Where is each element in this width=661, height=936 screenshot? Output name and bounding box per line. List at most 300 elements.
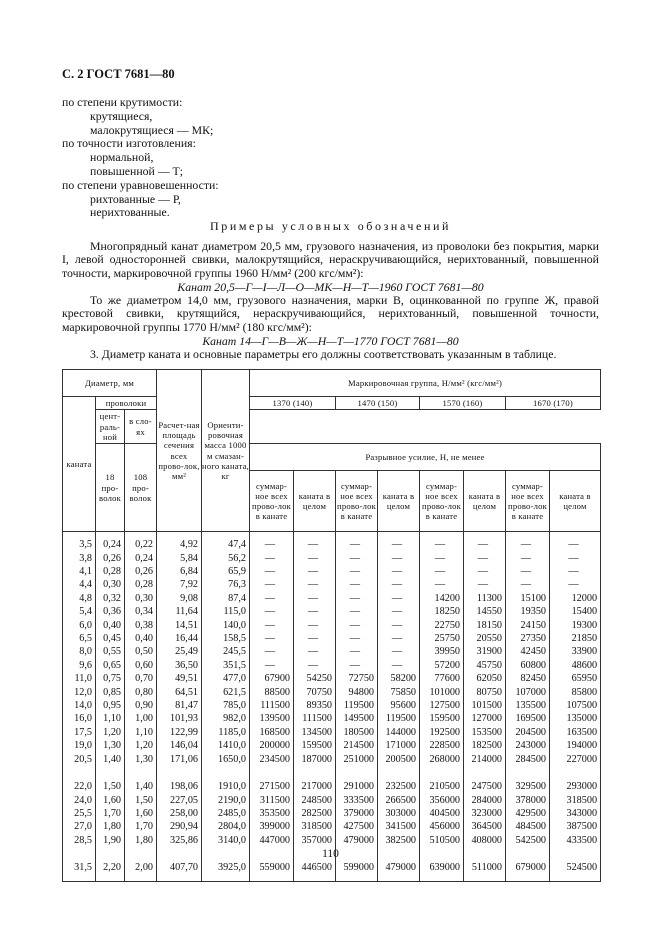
- table-cell: 19350: [506, 605, 550, 618]
- table-cell: 234500: [250, 753, 294, 766]
- table-cell: —: [250, 632, 294, 645]
- table-cell: 115,0: [202, 605, 250, 618]
- table-cell: 80750: [464, 686, 506, 699]
- table-cell: 364500: [464, 820, 506, 833]
- table-cell: 427500: [336, 820, 378, 833]
- header-diameter: Диаметр, мм: [63, 370, 157, 397]
- table-cell: 65950: [550, 672, 601, 685]
- table-cell: 214500: [336, 739, 378, 752]
- table-cell: —: [506, 578, 550, 591]
- table-row: [63, 712, 601, 725]
- table-row: [63, 753, 601, 766]
- table-cell: —: [464, 565, 506, 578]
- table-cell: 187000: [294, 753, 336, 766]
- table-cell: 2804,0: [202, 820, 250, 833]
- table-cell: —: [378, 565, 420, 578]
- table-cell: 182500: [464, 739, 506, 752]
- table-cell: 343000: [550, 807, 601, 820]
- table-row: [63, 565, 601, 578]
- table-row: [63, 794, 601, 807]
- table-cell: 17,5: [63, 726, 96, 739]
- table-cell: 245,5: [202, 645, 250, 658]
- table-cell: 24150: [506, 619, 550, 632]
- table-cell: —: [250, 565, 294, 578]
- grade-1670: 1670 (170): [506, 397, 601, 410]
- classification-line: рихтованные — Р,: [90, 191, 181, 206]
- table-cell: —: [336, 632, 378, 645]
- table-cell: 0,38: [125, 619, 157, 632]
- table-cell: 11300: [464, 592, 506, 605]
- table-cell: 1,70: [125, 820, 157, 833]
- table-cell: 1,90: [96, 834, 125, 847]
- table-cell: 111500: [250, 699, 294, 712]
- table-cell: 333500: [336, 794, 378, 807]
- header-sum-all-wires: суммар-ное всех прово-лок в канате: [506, 471, 550, 532]
- table-cell: 64,51: [157, 686, 202, 699]
- table-cell: 325,86: [157, 834, 202, 847]
- table-cell: 1,30: [96, 739, 125, 752]
- table-cell: —: [250, 619, 294, 632]
- table-cell: —: [336, 578, 378, 591]
- table-body: [63, 532, 601, 881]
- table-cell: 169500: [506, 712, 550, 725]
- table-cell: 382500: [378, 834, 420, 847]
- table-row: [63, 619, 601, 632]
- example-1-paragraph: Многопрядный канат диаметром 20,5 мм, грузового назначения, из проволоки без покрытия, марки I, левой односторонней свивки, малокрутящийся, нераскручивающийся, нерихтованный, повышенной точности, маркировочной группы 1960 Н/мм² (200 кгс/мм²):: [62, 239, 599, 280]
- table-cell: 599000: [336, 861, 378, 874]
- table-cell: 2485,0: [202, 807, 250, 820]
- table-cell: —: [506, 538, 550, 551]
- table-cell: —: [378, 578, 420, 591]
- table-cell: —: [250, 552, 294, 565]
- table-cell: 433500: [550, 834, 601, 847]
- table-cell: 323000: [464, 807, 506, 820]
- table-row: [63, 538, 601, 551]
- table-cell: 282500: [294, 807, 336, 820]
- table-cell: —: [550, 565, 601, 578]
- header-sum-all-wires: суммар-ное всех прово-лок в канате: [420, 471, 464, 532]
- table-cell: 139500: [250, 712, 294, 725]
- table-cell: 479000: [336, 834, 378, 847]
- table-cell: 982,0: [202, 712, 250, 725]
- table-cell: 3,8: [63, 552, 96, 565]
- table-cell: —: [378, 605, 420, 618]
- table-cell: 9,08: [157, 592, 202, 605]
- table-cell: 200500: [378, 753, 420, 766]
- table-cell: 1185,0: [202, 726, 250, 739]
- table-cell: 293000: [550, 780, 601, 793]
- table-cell: 22,0: [63, 780, 96, 793]
- table-cell: 65,9: [202, 565, 250, 578]
- header-rope-whole: каната в целом: [464, 471, 506, 532]
- header-grade: Маркировочная группа, Н/мм² (кгс/мм²): [250, 370, 601, 397]
- table-cell: —: [420, 538, 464, 551]
- table-cell: 227,05: [157, 794, 202, 807]
- table-cell: 60800: [506, 659, 550, 672]
- table-cell: 89350: [294, 699, 336, 712]
- table-cell: 25,5: [63, 807, 96, 820]
- table-cell: 15100: [506, 592, 550, 605]
- table-cell: 94800: [336, 686, 378, 699]
- table-cell: 14200: [420, 592, 464, 605]
- table-cell: 198,06: [157, 780, 202, 793]
- table-cell: 232500: [378, 780, 420, 793]
- table-cell: 19300: [550, 619, 601, 632]
- table-cell: 0,22: [125, 538, 157, 551]
- classification-line: нерихтованные.: [90, 205, 170, 220]
- table-cell: 4,1: [63, 565, 96, 578]
- header-rope-whole: каната в целом: [378, 471, 420, 532]
- table-cell: 1,80: [96, 820, 125, 833]
- table-cell: 271500: [250, 780, 294, 793]
- table-cell: 429500: [506, 807, 550, 820]
- table-cell: —: [420, 552, 464, 565]
- table-cell: 387500: [550, 820, 601, 833]
- table-cell: 49,51: [157, 672, 202, 685]
- table-cell: 227000: [550, 753, 601, 766]
- table-cell: 101,93: [157, 712, 202, 725]
- table-cell: 559000: [250, 861, 294, 874]
- table-cell: —: [506, 552, 550, 565]
- header-rope: каната: [63, 397, 96, 532]
- table-cell: 3925,0: [202, 861, 250, 874]
- table-cell: 3140,0: [202, 834, 250, 847]
- table-cell: 27,0: [63, 820, 96, 833]
- table-cell: 58200: [378, 672, 420, 685]
- table-cell: 12,0: [63, 686, 96, 699]
- table-cell: 0,90: [125, 699, 157, 712]
- table-row: [63, 861, 601, 874]
- classification-line: малокрутящиеся — МК;: [90, 122, 214, 137]
- table-cell: 1,30: [125, 753, 157, 766]
- table-cell: 284500: [506, 753, 550, 766]
- table-cell: 0,36: [96, 605, 125, 618]
- table-cell: 290,94: [157, 820, 202, 833]
- table-cell: 72750: [336, 672, 378, 685]
- table-cell: —: [378, 632, 420, 645]
- table-cell: 15400: [550, 605, 601, 618]
- table-cell: —: [378, 645, 420, 658]
- table-cell: 0,28: [96, 565, 125, 578]
- table-cell: 48600: [550, 659, 601, 672]
- table-cell: 204500: [506, 726, 550, 739]
- table-cell: 57200: [420, 659, 464, 672]
- table-cell: 1,70: [96, 807, 125, 820]
- table-cell: 11,0: [63, 672, 96, 685]
- table-row: [63, 632, 601, 645]
- clause-3: [62, 348, 599, 361]
- table-cell: 1,40: [96, 753, 125, 766]
- table-cell: 311500: [250, 794, 294, 807]
- header-wire: проволоки: [96, 397, 157, 410]
- table-cell: 6,84: [157, 565, 202, 578]
- table-cell: —: [550, 552, 601, 565]
- table-cell: 6,0: [63, 619, 96, 632]
- table-cell: 1410,0: [202, 739, 250, 752]
- table-cell: —: [250, 605, 294, 618]
- table-cell: 210500: [420, 780, 464, 793]
- table-cell: 217000: [294, 780, 336, 793]
- table-row: [63, 807, 601, 820]
- examples-heading: Примеры условных обозначений: [209, 219, 452, 233]
- table-cell: 180500: [336, 726, 378, 739]
- table-cell: 88500: [250, 686, 294, 699]
- table-cell: —: [550, 578, 601, 591]
- table-cell: 0,34: [125, 605, 157, 618]
- table-cell: 8,0: [63, 645, 96, 658]
- table-cell: 16,0: [63, 712, 96, 725]
- example-2-designation: Канат 14—Г—В—Ж—Н—Т—1770 ГОСТ 7681—80: [202, 334, 459, 348]
- table-cell: —: [378, 619, 420, 632]
- table-cell: 4,8: [63, 592, 96, 605]
- table-cell: 82450: [506, 672, 550, 685]
- table-row: [63, 780, 601, 793]
- table-cell: 456000: [420, 820, 464, 833]
- table-cell: 111500: [294, 712, 336, 725]
- table-cell: —: [250, 538, 294, 551]
- table-cell: —: [294, 645, 336, 658]
- header-layers: в сло-ях: [125, 410, 157, 444]
- table-cell: 31,5: [63, 861, 96, 874]
- table-cell: —: [294, 538, 336, 551]
- table-cell: 0,24: [96, 538, 125, 551]
- table-cell: —: [250, 645, 294, 658]
- table-cell: 2190,0: [202, 794, 250, 807]
- table-cell: —: [294, 632, 336, 645]
- table-cell: 1650,0: [202, 753, 250, 766]
- table-cell: 11,64: [157, 605, 202, 618]
- table-row: [63, 578, 601, 591]
- table-cell: 31900: [464, 645, 506, 658]
- table-cell: 542500: [506, 834, 550, 847]
- table-cell: 357000: [294, 834, 336, 847]
- table-cell: 14,0: [63, 699, 96, 712]
- table-cell: 18250: [420, 605, 464, 618]
- table-cell: 171000: [378, 739, 420, 752]
- table-cell: 25,49: [157, 645, 202, 658]
- table-cell: 510500: [420, 834, 464, 847]
- page-number: 110: [322, 848, 339, 860]
- table-cell: 194000: [550, 739, 601, 752]
- table-cell: 1,40: [125, 780, 157, 793]
- table-cell: —: [550, 538, 601, 551]
- table-cell: 284000: [464, 794, 506, 807]
- grade-1570: 1570 (160): [420, 397, 506, 410]
- table-cell: —: [336, 605, 378, 618]
- table-cell: 56,2: [202, 552, 250, 565]
- table-cell: 21850: [550, 632, 601, 645]
- table-cell: —: [464, 538, 506, 551]
- table-cell: 0,95: [96, 699, 125, 712]
- table-cell: 477,0: [202, 672, 250, 685]
- table-cell: 258,00: [157, 807, 202, 820]
- table-cell: 18150: [464, 619, 506, 632]
- table-cell: 243000: [506, 739, 550, 752]
- table-cell: —: [420, 565, 464, 578]
- table-cell: 318500: [294, 820, 336, 833]
- table-cell: 0,75: [96, 672, 125, 685]
- example-1-designation: Канат 20,5—Г—I—Л—О—МК—Н—Т—1960 ГОСТ 7681—80: [177, 280, 484, 294]
- example-1-text: [62, 240, 599, 280]
- table-cell: 446500: [294, 861, 336, 874]
- classification-line: нормальной,: [90, 150, 154, 165]
- table-cell: —: [336, 592, 378, 605]
- table-cell: 24,0: [63, 794, 96, 807]
- table-cell: 247500: [464, 780, 506, 793]
- table-cell: 1,50: [125, 794, 157, 807]
- table-cell: 251000: [336, 753, 378, 766]
- table-cell: —: [294, 578, 336, 591]
- table-row: [63, 605, 601, 618]
- table-cell: 524500: [550, 861, 601, 874]
- example-2-text: [62, 294, 599, 334]
- table-cell: 621,5: [202, 686, 250, 699]
- classification-line: по точности изготовления:: [62, 136, 196, 151]
- table-cell: 0,26: [96, 552, 125, 565]
- table-cell: 378000: [506, 794, 550, 807]
- table-cell: 0,45: [96, 632, 125, 645]
- table-cell: —: [250, 659, 294, 672]
- table-cell: 0,24: [125, 552, 157, 565]
- table-cell: 76,3: [202, 578, 250, 591]
- table-cell: —: [464, 578, 506, 591]
- table-cell: —: [250, 592, 294, 605]
- table-cell: —: [294, 565, 336, 578]
- header-18-wires: 18 про-волок: [96, 444, 125, 532]
- table-cell: 122,99: [157, 726, 202, 739]
- table-cell: 407,70: [157, 861, 202, 874]
- table-cell: —: [250, 578, 294, 591]
- table-cell: 0,50: [125, 645, 157, 658]
- table-cell: 268000: [420, 753, 464, 766]
- table-cell: 484500: [506, 820, 550, 833]
- table-cell: 0,40: [96, 619, 125, 632]
- table-cell: 119500: [336, 699, 378, 712]
- table-cell: 0,30: [96, 578, 125, 591]
- table-cell: 127000: [464, 712, 506, 725]
- table-cell: 67900: [250, 672, 294, 685]
- table-cell: 77600: [420, 672, 464, 685]
- table-cell: —: [378, 659, 420, 672]
- table-cell: 45750: [464, 659, 506, 672]
- table-cell: 0,85: [96, 686, 125, 699]
- table-cell: —: [336, 645, 378, 658]
- table-row: [63, 645, 601, 658]
- table-cell: 14550: [464, 605, 506, 618]
- table-cell: 318500: [550, 794, 601, 807]
- table-cell: 399000: [250, 820, 294, 833]
- table-cell: 4,92: [157, 538, 202, 551]
- table-cell: 447000: [250, 834, 294, 847]
- table-cell: 0,80: [125, 686, 157, 699]
- table-cell: 0,55: [96, 645, 125, 658]
- table-cell: 95600: [378, 699, 420, 712]
- classification-list: [62, 96, 602, 220]
- table-cell: —: [378, 552, 420, 565]
- table-cell: 134500: [294, 726, 336, 739]
- header-mass: Ориенти-ровочная масса 1000 м смазан-ного каната, кг: [202, 370, 250, 532]
- table-cell: —: [294, 592, 336, 605]
- table-cell: 140,0: [202, 619, 250, 632]
- table-row: [63, 552, 601, 565]
- table-row: [63, 592, 601, 605]
- table-cell: —: [294, 552, 336, 565]
- table-cell: 404500: [420, 807, 464, 820]
- table-cell: 0,30: [125, 592, 157, 605]
- table-cell: 408000: [464, 834, 506, 847]
- table-cell: —: [378, 592, 420, 605]
- table-cell: 107000: [506, 686, 550, 699]
- table-cell: 785,0: [202, 699, 250, 712]
- table-cell: 127500: [420, 699, 464, 712]
- table-cell: 70750: [294, 686, 336, 699]
- table-cell: —: [336, 552, 378, 565]
- table-cell: 1,60: [96, 794, 125, 807]
- grade-1470: 1470 (150): [336, 397, 420, 410]
- table-cell: 511000: [464, 861, 506, 874]
- table-cell: 341500: [378, 820, 420, 833]
- table-cell: 353500: [250, 807, 294, 820]
- table-cell: 47,4: [202, 538, 250, 551]
- table-cell: 28,5: [63, 834, 96, 847]
- table-row: [63, 699, 601, 712]
- table-cell: 153500: [464, 726, 506, 739]
- table-cell: 0,32: [96, 592, 125, 605]
- table-cell: 4,4: [63, 578, 96, 591]
- table-cell: 12000: [550, 592, 601, 605]
- table-row: [63, 739, 601, 752]
- table-cell: 266500: [378, 794, 420, 807]
- table-cell: 5,84: [157, 552, 202, 565]
- table-cell: 0,28: [125, 578, 157, 591]
- table-cell: 36,50: [157, 659, 202, 672]
- table-cell: 27350: [506, 632, 550, 645]
- table-cell: 1,20: [96, 726, 125, 739]
- table-cell: 479000: [378, 861, 420, 874]
- table-cell: 19,0: [63, 739, 96, 752]
- table-cell: 146,04: [157, 739, 202, 752]
- table-cell: 101000: [420, 686, 464, 699]
- classification-line: по степени уравновешенности:: [62, 177, 219, 192]
- table-cell: 159500: [420, 712, 464, 725]
- table-cell: 639000: [420, 861, 464, 874]
- page-header: С. 2 ГОСТ 7681—80: [62, 67, 175, 81]
- table-cell: —: [336, 538, 378, 551]
- table-cell: 228500: [420, 739, 464, 752]
- header-area: Расчет-ная площадь сечения всех прово-лок, мм²: [157, 370, 202, 532]
- table-cell: 39950: [420, 645, 464, 658]
- table-cell: 25750: [420, 632, 464, 645]
- table-cell: 20550: [464, 632, 506, 645]
- table-cell: 1,60: [125, 807, 157, 820]
- table-cell: 149500: [336, 712, 378, 725]
- table-cell: 1,00: [125, 712, 157, 725]
- classification-line: по степени крутимости:: [62, 95, 183, 109]
- table-cell: —: [294, 619, 336, 632]
- table-cell: 192500: [420, 726, 464, 739]
- table-cell: 2,00: [125, 861, 157, 874]
- table-cell: 144000: [378, 726, 420, 739]
- table-cell: 171,06: [157, 753, 202, 766]
- table-cell: 356000: [420, 794, 464, 807]
- table-cell: 291000: [336, 780, 378, 793]
- table-cell: 1,20: [125, 739, 157, 752]
- table-cell: 3,5: [63, 538, 96, 551]
- table-cell: 0,60: [125, 659, 157, 672]
- table-cell: 81,47: [157, 699, 202, 712]
- table-cell: 9,6: [63, 659, 96, 672]
- rope-parameters-table: [62, 369, 601, 882]
